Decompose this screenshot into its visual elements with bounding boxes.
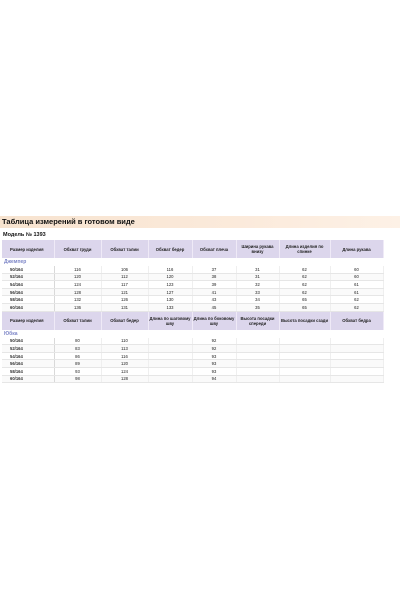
value-cell: 120	[148, 273, 192, 281]
value-cell: 93	[192, 367, 236, 375]
value-cell: 31	[236, 273, 279, 281]
value-cell: 62	[330, 296, 383, 304]
value-cell: 92	[192, 345, 236, 353]
table-row	[2, 281, 383, 289]
value-cell: 80	[54, 338, 101, 345]
value-cell	[330, 345, 383, 353]
header-cell: Длина рукава	[330, 240, 383, 258]
size-cell: 52/164	[2, 345, 54, 353]
value-cell: 62	[279, 288, 330, 296]
value-cell	[330, 360, 383, 368]
value-cell	[279, 360, 330, 368]
value-cell: 89	[54, 360, 101, 368]
value-cell	[279, 338, 330, 345]
value-cell: 98	[54, 375, 101, 383]
table-row	[2, 266, 383, 273]
value-cell	[330, 367, 383, 375]
value-cell: 128	[101, 375, 148, 383]
table-row	[2, 360, 383, 368]
size-cell: 52/164	[2, 273, 54, 281]
value-cell: 60	[330, 273, 383, 281]
value-cell	[236, 375, 279, 383]
value-cell: 37	[192, 266, 236, 273]
value-cell: 116	[101, 352, 148, 360]
value-cell: 86	[54, 352, 101, 360]
value-cell	[236, 360, 279, 368]
value-cell: 133	[148, 303, 192, 311]
value-cell: 131	[101, 303, 148, 311]
table-row	[2, 296, 383, 304]
section-label-skirt: Юбка	[4, 330, 18, 337]
header-cell: Обхват бедер	[148, 240, 192, 258]
value-cell: 128	[54, 288, 101, 296]
value-cell: 93	[192, 360, 236, 368]
value-cell: 121	[101, 288, 148, 296]
value-cell: 120	[101, 360, 148, 368]
value-cell: 83	[54, 345, 101, 353]
size-cell: 58/164	[2, 367, 54, 375]
value-cell	[279, 367, 330, 375]
value-cell: 35	[236, 303, 279, 311]
value-cell: 93	[54, 367, 101, 375]
value-cell	[148, 375, 192, 383]
size-cell: 54/164	[2, 281, 54, 289]
size-cell: 50/164	[2, 338, 54, 345]
value-cell: 34	[236, 296, 279, 304]
value-cell: 62	[279, 273, 330, 281]
value-cell: 61	[330, 288, 383, 296]
table-row	[2, 288, 383, 296]
value-cell	[236, 367, 279, 375]
value-cell: 110	[101, 338, 148, 345]
table-row	[2, 273, 383, 281]
header-cell: Длина изделия по спинке	[279, 240, 330, 258]
value-cell: 136	[54, 303, 101, 311]
value-cell: 38	[192, 273, 236, 281]
table-row	[2, 345, 383, 353]
value-cell: 32	[236, 281, 279, 289]
section-label-jacket: Джемпер	[4, 259, 27, 265]
value-cell: 61	[330, 281, 383, 289]
table-row	[2, 338, 383, 345]
value-cell	[279, 375, 330, 383]
value-cell: 123	[148, 281, 192, 289]
header-cell: Ширина рукава внизу	[236, 240, 279, 258]
jacket-rows	[2, 266, 383, 311]
header-cell: Длина по шаговому шву	[148, 311, 192, 330]
size-cell: 50/164	[2, 266, 54, 273]
header-cell: Размер изделия	[2, 240, 54, 258]
value-cell	[330, 352, 383, 360]
header-cell: Высота посадки спереди	[236, 311, 279, 330]
value-cell: 33	[236, 288, 279, 296]
value-cell: 112	[101, 273, 148, 281]
model-number: Модель № 1393	[3, 232, 46, 238]
size-cell: 58/164	[2, 296, 54, 304]
value-cell	[330, 375, 383, 383]
value-cell	[148, 360, 192, 368]
value-cell	[148, 345, 192, 353]
table-title: Таблица измерений в готовом виде	[0, 216, 400, 228]
table-row	[2, 375, 383, 383]
value-cell: 92	[192, 338, 236, 345]
value-cell: 124	[101, 367, 148, 375]
header-cell: Обхват талии	[54, 311, 101, 330]
header-cell: Обхват бедра	[330, 311, 383, 330]
value-cell	[330, 338, 383, 345]
value-cell: 62	[279, 281, 330, 289]
table-row	[2, 303, 383, 311]
value-cell: 60	[330, 266, 383, 273]
table-row	[2, 352, 383, 360]
value-cell: 116	[148, 266, 192, 273]
header-cell: Обхват груди	[54, 240, 101, 258]
value-cell: 116	[54, 266, 101, 273]
skirt-rows	[2, 338, 383, 383]
header-cell: Обхват плеча	[192, 240, 236, 258]
value-cell	[148, 352, 192, 360]
measurements-table	[2, 240, 384, 383]
header-cell: Длина по боковому шву	[192, 311, 236, 330]
value-cell: 93	[192, 352, 236, 360]
value-cell	[279, 345, 330, 353]
value-cell: 117	[101, 281, 148, 289]
value-cell: 65	[279, 303, 330, 311]
value-cell	[148, 338, 192, 345]
value-cell: 43	[192, 296, 236, 304]
size-cell: 56/164	[2, 288, 54, 296]
jacket-header-row	[2, 240, 383, 258]
value-cell	[279, 352, 330, 360]
value-cell: 130	[148, 296, 192, 304]
value-cell: 41	[192, 288, 236, 296]
header-cell: Обхват бедер	[101, 311, 148, 330]
value-cell: 124	[54, 281, 101, 289]
header-cell: Обхват талии	[101, 240, 148, 258]
size-cell: 60/164	[2, 375, 54, 383]
value-cell: 62	[279, 266, 330, 273]
value-cell: 39	[192, 281, 236, 289]
measurements-document	[0, 216, 400, 383]
table-row	[2, 367, 383, 375]
value-cell: 65	[279, 296, 330, 304]
value-cell: 127	[148, 288, 192, 296]
value-cell: 62	[330, 303, 383, 311]
value-cell: 132	[54, 296, 101, 304]
skirt-header-row	[2, 311, 383, 330]
value-cell: 45	[192, 303, 236, 311]
value-cell: 106	[101, 266, 148, 273]
value-cell	[236, 345, 279, 353]
value-cell: 113	[101, 345, 148, 353]
value-cell	[236, 352, 279, 360]
size-cell: 54/164	[2, 352, 54, 360]
value-cell: 31	[236, 266, 279, 273]
header-cell: Высота посадки сзади	[279, 311, 330, 330]
size-cell: 60/164	[2, 303, 54, 311]
value-cell	[236, 338, 279, 345]
value-cell: 120	[54, 273, 101, 281]
value-cell: 94	[192, 375, 236, 383]
value-cell	[148, 367, 192, 375]
header-cell: Размер изделия	[2, 311, 54, 330]
size-cell: 56/164	[2, 360, 54, 368]
value-cell: 126	[101, 296, 148, 304]
